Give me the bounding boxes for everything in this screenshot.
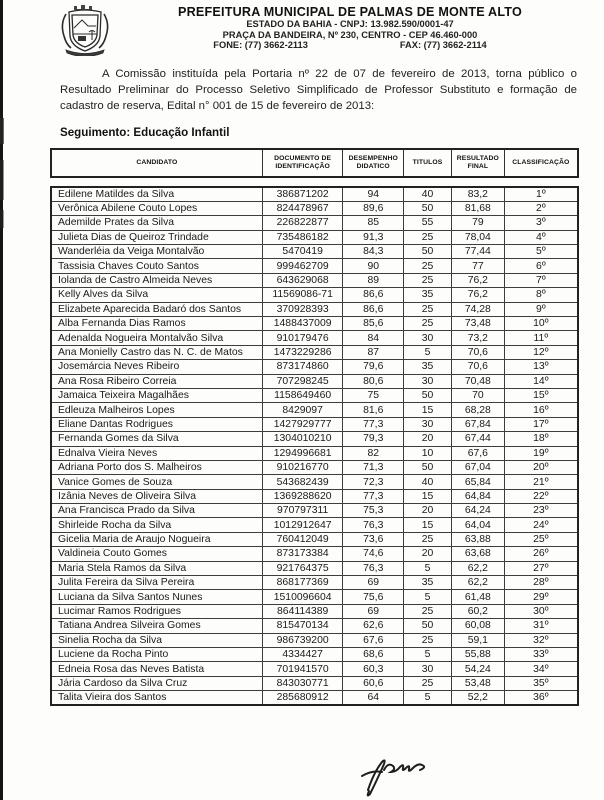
rank-cell: 11º <box>504 331 578 345</box>
document-id-cell: 1473229286 <box>262 345 343 359</box>
titles-score-cell: 50 <box>404 460 452 474</box>
document-id-cell: 873174860 <box>262 360 343 374</box>
address-line: PRAÇA DA BANDEIRA, Nº 230, CENTRO - CEP 46.460-000 <box>222 29 478 40</box>
rank-cell: 9º <box>504 302 578 316</box>
letterhead-text <box>118 2 582 56</box>
table-row <box>51 245 578 259</box>
final-result-cell: 70,6 <box>452 360 505 374</box>
rank-cell: 33º <box>504 648 578 662</box>
final-result-cell: 64,24 <box>452 504 505 518</box>
titles-score-cell: 15 <box>404 403 452 417</box>
candidate-name-cell: Ana Rosa Ribeiro Correia <box>51 374 262 388</box>
titles-score-cell: 25 <box>404 676 452 690</box>
document-id-cell: 815470134 <box>262 619 343 633</box>
phone-fax-line <box>118 40 582 51</box>
final-result-cell: 76,2 <box>452 288 505 302</box>
didactic-score-cell: 69 <box>343 604 404 618</box>
titles-score-cell: 5 <box>404 648 452 662</box>
scan-artifact <box>0 118 4 144</box>
final-result-cell: 70 <box>452 388 505 402</box>
didactic-score-cell: 89,6 <box>343 201 404 215</box>
final-result-cell: 55,88 <box>452 648 505 662</box>
final-result-cell: 67,04 <box>452 460 505 474</box>
rank-cell: 25º <box>504 532 578 546</box>
table-row <box>51 302 578 316</box>
candidate-name-cell: Jária Cardoso da Silva Cruz <box>51 676 262 690</box>
table-row <box>51 201 578 215</box>
table-row <box>51 590 578 604</box>
titles-score-cell: 15 <box>404 518 452 532</box>
municipal-coat-of-arms-icon <box>52 2 118 56</box>
table-row <box>51 547 578 561</box>
document-id-cell: 11569086-71 <box>262 288 343 302</box>
table-row <box>51 288 578 302</box>
final-result-cell: 67,84 <box>452 417 505 431</box>
titles-score-cell: 25 <box>404 633 452 647</box>
results-table <box>50 186 579 706</box>
fax-number: FAX: (77) 3662-2114 <box>399 40 487 50</box>
rank-cell: 34º <box>504 662 578 676</box>
didactic-score-cell: 81,6 <box>343 403 404 417</box>
didactic-score-cell: 87 <box>343 345 404 359</box>
table-row <box>51 460 578 474</box>
titles-score-cell: 25 <box>404 259 452 273</box>
document-id-cell: 226822877 <box>262 216 343 230</box>
column-header-candidato: CANDIDATO <box>51 149 262 177</box>
final-result-cell: 59,1 <box>452 633 505 647</box>
titles-score-cell: 15 <box>404 489 452 503</box>
rank-cell: 24º <box>504 518 578 532</box>
didactic-score-cell: 73,6 <box>343 532 404 546</box>
titles-score-cell: 5 <box>404 561 452 575</box>
didactic-score-cell: 82 <box>343 446 404 460</box>
table-row <box>51 532 578 546</box>
didactic-score-cell: 60,3 <box>343 662 404 676</box>
didactic-score-cell: 69 <box>343 576 404 590</box>
document-id-cell: 910216770 <box>262 460 343 474</box>
document-id-cell: 910179476 <box>262 331 343 345</box>
final-result-cell: 60,08 <box>452 619 505 633</box>
final-result-cell: 70,48 <box>452 374 505 388</box>
document-id-cell: 701941570 <box>262 662 343 676</box>
final-result-cell: 67,6 <box>452 446 505 460</box>
didactic-score-cell: 62,6 <box>343 619 404 633</box>
final-result-cell: 77 <box>452 259 505 273</box>
final-result-cell: 68,28 <box>452 403 505 417</box>
table-row <box>51 259 578 273</box>
final-result-cell: 81,68 <box>452 201 505 215</box>
rank-cell: 27º <box>504 561 578 575</box>
document-id-cell: 868177369 <box>262 576 343 590</box>
didactic-score-cell: 74,6 <box>343 547 404 561</box>
table-row <box>51 432 578 446</box>
rank-cell: 3º <box>504 216 578 230</box>
candidate-name-cell: Alba Fernanda Dias Ramos <box>51 317 262 331</box>
column-header-classificacao: CLASSIFICAÇÃO <box>504 149 578 177</box>
document-id-cell: 760412049 <box>262 532 343 546</box>
didactic-score-cell: 76,3 <box>343 561 404 575</box>
final-result-cell: 63,88 <box>452 532 505 546</box>
document-id-cell: 1369288620 <box>262 489 343 503</box>
table-row <box>51 374 578 388</box>
didactic-score-cell: 86,6 <box>343 302 404 316</box>
didactic-score-cell: 86,6 <box>343 288 404 302</box>
titles-score-cell: 35 <box>404 576 452 590</box>
final-result-cell: 62,2 <box>452 576 505 590</box>
titles-score-cell: 30 <box>404 417 452 431</box>
document-id-cell: 873173384 <box>262 547 343 561</box>
document-id-cell: 1488437009 <box>262 317 343 331</box>
final-result-cell: 79 <box>452 216 505 230</box>
column-header-desempenho: DESEMPENHO DIDATICO <box>343 149 404 177</box>
didactic-score-cell: 94 <box>343 187 404 201</box>
rank-cell: 14º <box>504 374 578 388</box>
candidate-name-cell: Jamaica Teixeira Magalhães <box>51 388 262 402</box>
candidate-name-cell: Ana Monielly Castro das N. C. de Matos <box>51 345 262 359</box>
rank-cell: 28º <box>504 576 578 590</box>
titles-score-cell: 35 <box>404 288 452 302</box>
candidate-name-cell: Adenalda Nogueira Montalvão Silva <box>51 331 262 345</box>
table-row <box>51 518 578 532</box>
final-result-cell: 53,48 <box>452 676 505 690</box>
final-result-cell: 73,2 <box>452 331 505 345</box>
document-id-cell: 1427929777 <box>262 417 343 431</box>
letterhead <box>52 2 582 56</box>
document-id-cell: 4334427 <box>262 648 343 662</box>
didactic-score-cell: 77,3 <box>343 417 404 431</box>
candidate-name-cell: Eliane Dantas Rodrigues <box>51 417 262 431</box>
scan-artifact <box>0 210 4 228</box>
titles-score-cell: 35 <box>404 360 452 374</box>
state-cnpj-line: ESTADO DA BAHIA - CNPJ: 13.982.590/0001-47 <box>246 19 454 29</box>
document-id-cell: 986739200 <box>262 633 343 647</box>
titles-score-cell: 10 <box>404 446 452 460</box>
titles-score-cell: 20 <box>404 432 452 446</box>
rank-cell: 31º <box>504 619 578 633</box>
table-row <box>51 230 578 244</box>
didactic-score-cell: 84 <box>343 331 404 345</box>
scan-artifact <box>0 160 4 200</box>
rank-cell: 19º <box>504 446 578 460</box>
candidate-name-cell: Gicelia Maria de Araujo Nogueira <box>51 532 262 546</box>
document-id-cell: 707298245 <box>262 374 343 388</box>
table-row <box>51 648 578 662</box>
didactic-score-cell: 75 <box>343 388 404 402</box>
titles-score-cell: 30 <box>404 662 452 676</box>
candidate-name-cell: Luciene da Rocha Pinto <box>51 648 262 662</box>
titles-score-cell: 25 <box>404 273 452 287</box>
table-row <box>51 187 578 201</box>
candidate-name-cell: Verônica Abilene Couto Lopes <box>51 201 262 215</box>
didactic-score-cell: 60,6 <box>343 676 404 690</box>
didactic-score-cell: 79,3 <box>343 432 404 446</box>
didactic-score-cell: 75,6 <box>343 590 404 604</box>
document-id-cell: 386871202 <box>262 187 343 201</box>
final-result-cell: 60,2 <box>452 604 505 618</box>
document-id-cell: 999462709 <box>262 259 343 273</box>
candidate-name-cell: Fernanda Gomes da Silva <box>51 432 262 446</box>
candidate-name-cell: Edilene Matildes da Silva <box>51 187 262 201</box>
final-result-cell: 78,04 <box>452 230 505 244</box>
didactic-score-cell: 71,3 <box>343 460 404 474</box>
table-row <box>51 273 578 287</box>
candidate-name-cell: Luciana da Silva Santos Nunes <box>51 590 262 604</box>
final-result-cell: 77,44 <box>452 245 505 259</box>
rank-cell: 16º <box>504 403 578 417</box>
document-id-cell: 1294996681 <box>262 446 343 460</box>
rank-cell: 17º <box>504 417 578 431</box>
rank-cell: 18º <box>504 432 578 446</box>
titles-score-cell: 50 <box>404 388 452 402</box>
titles-score-cell: 5 <box>404 590 452 604</box>
table-row <box>51 331 578 345</box>
document-id-cell: 643629068 <box>262 273 343 287</box>
didactic-score-cell: 67,6 <box>343 633 404 647</box>
titles-score-cell: 55 <box>404 216 452 230</box>
document-id-cell: 370928393 <box>262 302 343 316</box>
titles-score-cell: 40 <box>404 187 452 201</box>
didactic-score-cell: 89 <box>343 273 404 287</box>
rank-cell: 36º <box>504 691 578 705</box>
candidate-name-cell: Sinelia Rocha da Silva <box>51 633 262 647</box>
rank-cell: 10º <box>504 317 578 331</box>
table-row <box>51 662 578 676</box>
candidate-name-cell: Lucimar Ramos Rodrigues <box>51 604 262 618</box>
table-row <box>51 691 578 705</box>
final-result-cell: 61,48 <box>452 590 505 604</box>
titles-score-cell: 5 <box>404 345 452 359</box>
candidate-name-cell: Iolanda de Castro Almeida Neves <box>51 273 262 287</box>
candidate-name-cell: Edneia Rosa das Neves Batista <box>51 662 262 676</box>
candidate-name-cell: Ednalva Vieira Neves <box>51 446 262 460</box>
intro-paragraph: A Comissão instituída pela Portaria nº 22 de 07 de fevereiro de 2013, torna público o Resultado Preliminar do Processo Seletivo Simplificado de Professor Substituto e formação de cadastro de reserva, Edital n° 001 de 15 de fevereiro de 2013: <box>60 68 577 113</box>
candidate-name-cell: Izânia Neves de Oliveira Silva <box>51 489 262 503</box>
didactic-score-cell: 85,6 <box>343 317 404 331</box>
didactic-score-cell: 68,6 <box>343 648 404 662</box>
table-row <box>51 446 578 460</box>
phone-number: FONE: (77) 3662-2113 <box>213 40 308 50</box>
candidate-name-cell: Talita Vieira dos Santos <box>51 691 262 705</box>
titles-score-cell: 50 <box>404 245 452 259</box>
didactic-score-cell: 84,3 <box>343 245 404 259</box>
titles-score-cell: 40 <box>404 475 452 489</box>
rank-cell: 8º <box>504 288 578 302</box>
didactic-score-cell: 72,3 <box>343 475 404 489</box>
candidate-name-cell: Ana Francisca Prado da Silva <box>51 504 262 518</box>
column-header-documento: DOCUMENTO DE IDENTIFICAÇÃO <box>262 149 343 177</box>
titles-score-cell: 20 <box>404 547 452 561</box>
document-id-cell: 1012912647 <box>262 518 343 532</box>
final-result-cell: 63,68 <box>452 547 505 561</box>
document-id-cell: 843030771 <box>262 676 343 690</box>
titles-score-cell: 30 <box>404 331 452 345</box>
table-row <box>51 604 578 618</box>
titles-score-cell: 25 <box>404 317 452 331</box>
titles-score-cell: 50 <box>404 201 452 215</box>
titles-score-cell: 25 <box>404 230 452 244</box>
titles-score-cell: 50 <box>404 619 452 633</box>
document-id-cell: 921764375 <box>262 561 343 575</box>
titles-score-cell: 20 <box>404 504 452 518</box>
rank-cell: 32º <box>504 633 578 647</box>
rank-cell: 15º <box>504 388 578 402</box>
final-result-cell: 73,48 <box>452 317 505 331</box>
candidate-name-cell: Kelly Alves da Silva <box>51 288 262 302</box>
rank-cell: 6º <box>504 259 578 273</box>
table-row <box>51 561 578 575</box>
rank-cell: 7º <box>504 273 578 287</box>
candidate-name-cell: Julieta Dias de Queiroz Trindade <box>51 230 262 244</box>
titles-score-cell: 25 <box>404 532 452 546</box>
table-row <box>51 403 578 417</box>
final-result-cell: 67,44 <box>452 432 505 446</box>
document-id-cell: 735486182 <box>262 230 343 244</box>
final-result-cell: 74,28 <box>452 302 505 316</box>
final-result-cell: 62,2 <box>452 561 505 575</box>
results-table-header <box>50 148 579 178</box>
rank-cell: 1º <box>504 187 578 201</box>
candidate-name-cell: Elizabete Aparecida Badaró dos Santos <box>51 302 262 316</box>
table-row <box>51 633 578 647</box>
candidate-name-cell: Shirleide Rocha da Silva <box>51 518 262 532</box>
didactic-score-cell: 80,6 <box>343 374 404 388</box>
rank-cell: 21º <box>504 475 578 489</box>
header-row <box>51 149 578 177</box>
column-header-resultado: RESULTADO FINAL <box>452 149 505 177</box>
rank-cell: 29º <box>504 590 578 604</box>
table-row <box>51 360 578 374</box>
rank-cell: 5º <box>504 245 578 259</box>
titles-score-cell: 25 <box>404 302 452 316</box>
candidate-name-cell: Edleuza Malheiros Lopes <box>51 403 262 417</box>
document-id-cell: 1158649460 <box>262 388 343 402</box>
candidate-name-cell: Josemárcia Neves Ribeiro <box>51 360 262 374</box>
document-id-cell: 543682439 <box>262 475 343 489</box>
table-row <box>51 475 578 489</box>
table-row <box>51 417 578 431</box>
rank-cell: 22º <box>504 489 578 503</box>
didactic-score-cell: 76,3 <box>343 518 404 532</box>
table-row <box>51 676 578 690</box>
document-id-cell: 824478967 <box>262 201 343 215</box>
results-table-body <box>51 187 578 705</box>
rank-cell: 2º <box>504 201 578 215</box>
document-id-cell: 285680912 <box>262 691 343 705</box>
document-id-cell: 1510096604 <box>262 590 343 604</box>
final-result-cell: 70,6 <box>452 345 505 359</box>
didactic-score-cell: 85 <box>343 216 404 230</box>
table-row <box>51 619 578 633</box>
table-row <box>51 388 578 402</box>
candidate-name-cell: Tassisia Chaves Couto Santos <box>51 259 262 273</box>
rank-cell: 30º <box>504 604 578 618</box>
titles-score-cell: 30 <box>404 374 452 388</box>
column-header-titulos: TITULOS <box>404 149 452 177</box>
candidate-name-cell: Valdineia Couto Gomes <box>51 547 262 561</box>
candidate-name-cell: Vanice Gomes de Souza <box>51 475 262 489</box>
titles-score-cell: 25 <box>404 604 452 618</box>
candidate-name-cell: Wanderléia da Veiga Montalvão <box>51 245 262 259</box>
table-row <box>51 317 578 331</box>
table-row <box>51 216 578 230</box>
rank-cell: 26º <box>504 547 578 561</box>
final-result-cell: 76,2 <box>452 273 505 287</box>
rank-cell: 23º <box>504 504 578 518</box>
titles-score-cell: 5 <box>404 691 452 705</box>
rank-cell: 35º <box>504 676 578 690</box>
didactic-score-cell: 75,3 <box>343 504 404 518</box>
table-row <box>51 345 578 359</box>
table-row <box>51 504 578 518</box>
rank-cell: 4º <box>504 230 578 244</box>
rank-cell: 13º <box>504 360 578 374</box>
rank-cell: 20º <box>504 460 578 474</box>
didactic-score-cell: 77,3 <box>343 489 404 503</box>
final-result-cell: 54,24 <box>452 662 505 676</box>
didactic-score-cell: 90 <box>343 259 404 273</box>
candidate-name-cell: Tatiana Andrea Silveira Gomes <box>51 619 262 633</box>
document-id-cell: 970797311 <box>262 504 343 518</box>
segment-label: Seguimento: Educação Infantil <box>60 126 230 139</box>
final-result-cell: 64,84 <box>452 489 505 503</box>
handwritten-signature <box>352 750 438 798</box>
didactic-score-cell: 91,3 <box>343 230 404 244</box>
final-result-cell: 83,2 <box>452 187 505 201</box>
municipality-title: PREFEITURA MUNICIPAL DE PALMAS DE MONTE ALTO <box>178 5 522 19</box>
document-id-cell: 5470419 <box>262 245 343 259</box>
document-id-cell: 8429097 <box>262 403 343 417</box>
document-id-cell: 1304010210 <box>262 432 343 446</box>
candidate-name-cell: Maria Stela Ramos da Silva <box>51 561 262 575</box>
document-id-cell: 864114389 <box>262 604 343 618</box>
table-row <box>51 576 578 590</box>
final-result-cell: 65,84 <box>452 475 505 489</box>
candidate-name-cell: Ademilde Prates da Silva <box>51 216 262 230</box>
candidate-name-cell: Julita Fereira da Silva Pereira <box>51 576 262 590</box>
candidate-name-cell: Adriana Porto dos S. Malheiros <box>51 460 262 474</box>
final-result-cell: 52,2 <box>452 691 505 705</box>
didactic-score-cell: 79,6 <box>343 360 404 374</box>
didactic-score-cell: 64 <box>343 691 404 705</box>
final-result-cell: 64,04 <box>452 518 505 532</box>
rank-cell: 12º <box>504 345 578 359</box>
table-row <box>51 489 578 503</box>
